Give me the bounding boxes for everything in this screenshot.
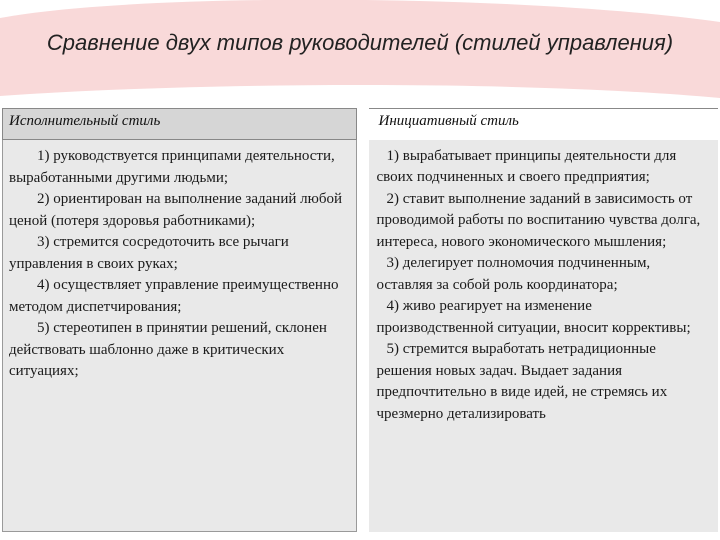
list-item: 4) осуществляет управление преимущественно методом диспетчирования; [9,277,339,315]
slide-title: Сравнение двух типов руководителей (стилей управления) [46,30,674,55]
table-header-row [3,109,719,140]
list-item: 5) стремится выработать нетрадиционные решения новых задач. Выдает задания предпочтительно в виде идей, не стремясь их чрезмерно детализировать [376,341,668,422]
comparison-table [2,108,718,532]
table-body-row [3,140,719,532]
list-item: 2) ставит выполнение заданий в зависимость от проводимой работы по воспитанию чувства долга, интереса, нового экономического мышления; [376,190,701,250]
header-initiative-style: Инициативный стиль [369,109,718,140]
title-banner [0,0,720,100]
list-item: 1) вырабатывает принципы деятельности для своих подчиненных и своего предприятия; [376,147,677,185]
initiative-style-cell [369,140,718,532]
executive-style-cell [3,140,357,532]
column-gap [356,109,368,140]
list-item: 4) живо реагирует на изменение производственной ситуации, вносит коррективы; [376,298,691,336]
list-item: 3) стремится сосредоточить все рычаги управления в своих руках; [9,234,289,272]
list-item: 5) стереотипен в принятии решений, склонен действовать шаблонно даже в критических ситуациях; [9,320,327,379]
list-item: 2) ориентирован на выполнение заданий любой ценой (потеря здоровья работниками); [9,191,342,229]
list-item: 3) делегирует полномочия подчиненным, оставляя за собой роль координатора; [376,255,651,293]
header-executive-style: Исполнительный стиль [3,109,357,140]
column-gap [356,140,368,532]
list-item: 1) руководствуется принципами деятельности, выработанными другими людьми; [9,148,335,186]
